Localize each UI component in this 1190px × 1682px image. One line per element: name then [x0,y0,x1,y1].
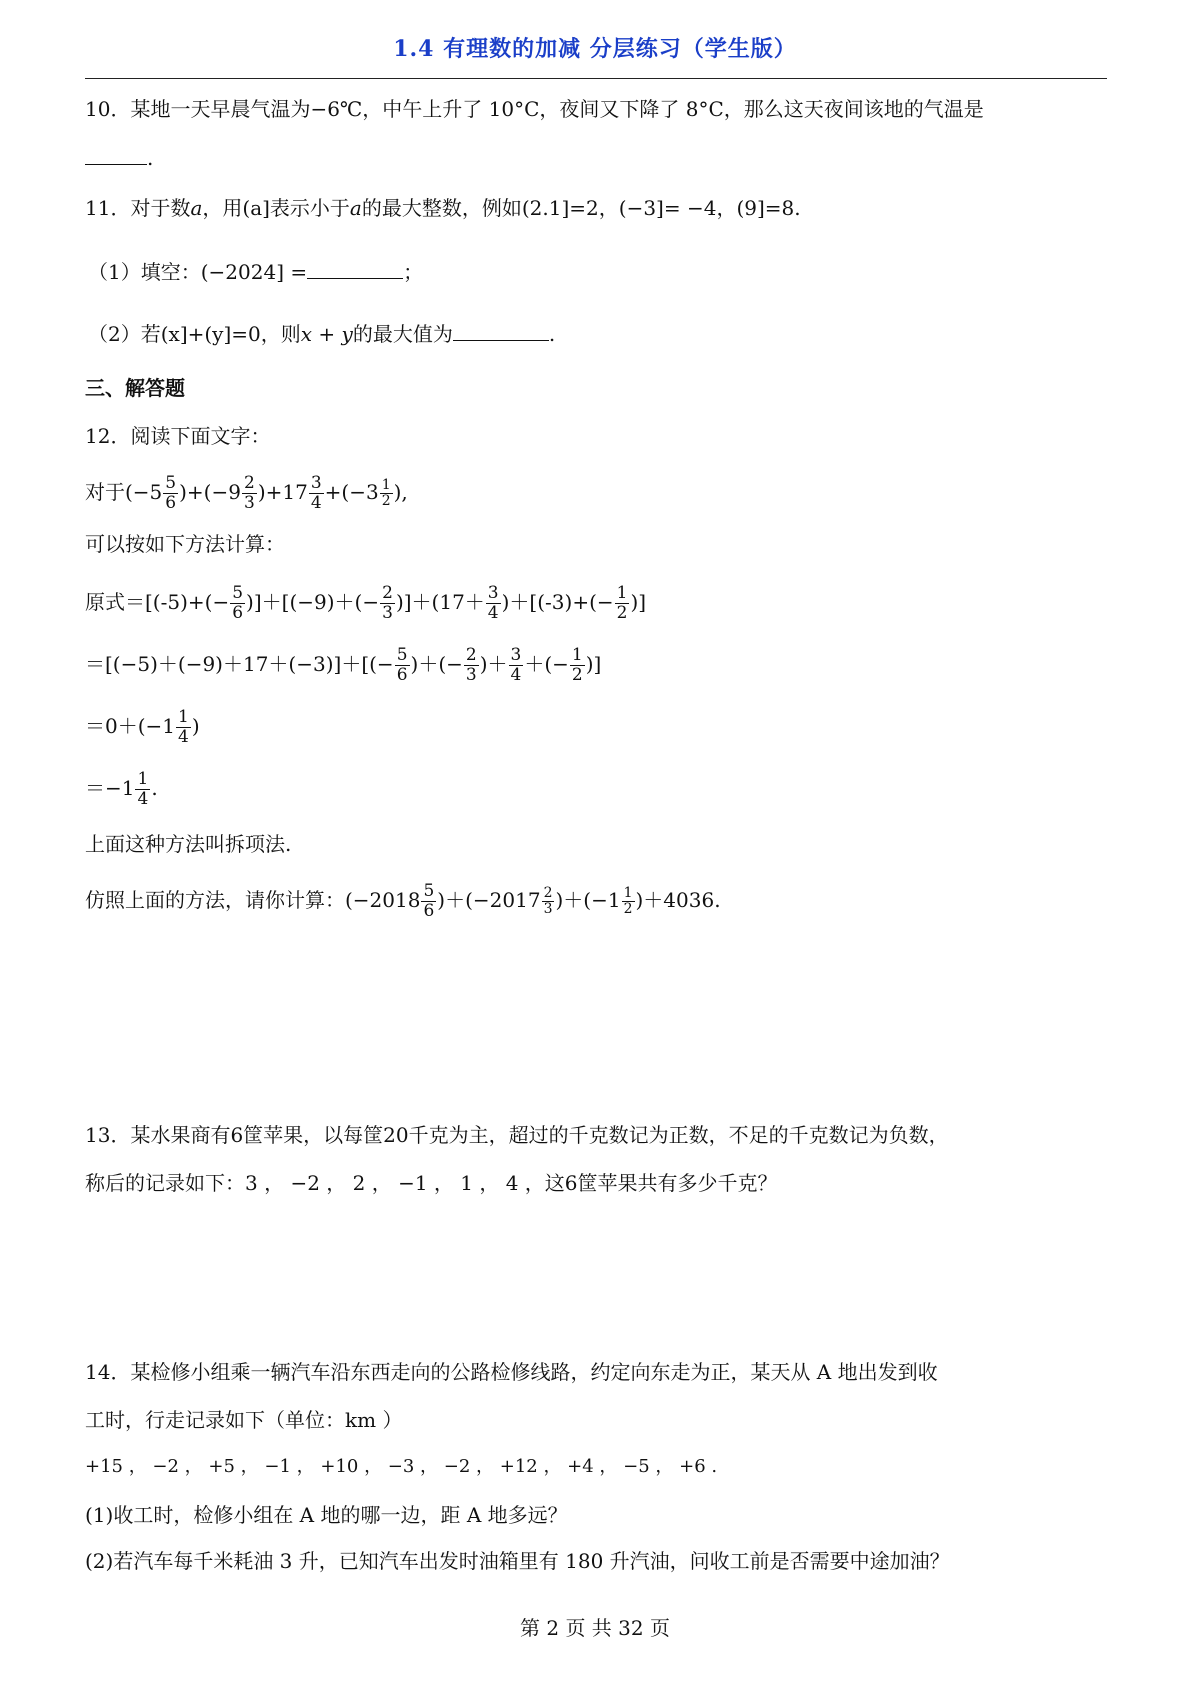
question-13-line-2: 称后的记录如下：3 ， −2 ， 2 ， −1 ， 1 ， 4 ，这6筐苹果共有多少千克？ [85,1171,778,1195]
question-13-line-1: 13．某水果商有6筐苹果，以每筐20千克为主，超过的千克数记为正数，不足的千克数记为负数， [85,1123,949,1147]
question-14-line-2: 工时，行走记录如下（单位：km ） [85,1408,403,1432]
question-12-task: 仿照上面的方法，请你计算：(−2018 $\frac{5}{6}$ )＋(−2017 $\frac{2}{3}$ )＋(−1 $\frac{1}{2}$ )＋4036. [85,881,721,921]
fraction: $\frac{2}{3}$ [243,473,255,513]
fraction: $\frac{1}{4}$ [137,769,149,809]
question-14-part-2: (2)若汽车每千米耗油 3 升，已知汽车出发时油箱里有 180 升汽油，问收工前是否需要中途加油？ [85,1549,950,1573]
page-number: 第 2 页 共 32 页 [520,1616,670,1640]
question-12-expression: 对于(−5 $\frac{5}{6}$ )+(−9 $\frac{2}{3}$ )+17 $\frac{3}{4}$ +(−3 $\frac{1}{2}$ ), [85,473,408,513]
fraction: $\frac{3}{4}$ [510,645,522,685]
fraction: $\frac{1}{2}$ [616,583,628,623]
section-heading: 三、解答题 [85,376,185,400]
fraction: $\frac{2}{3}$ [465,645,477,685]
fraction: $\frac{5}{6}$ [423,881,435,921]
answer-blank [307,256,403,279]
question-12-stem: 12．阅读下面文字： [85,424,271,448]
fraction: $\frac{2}{3}$ [382,583,393,623]
question-12-note: 上面这种方法叫拆项法. [85,832,292,856]
question-10-line-1: 10．某地一天早晨气温为−6℃，中午上升了 10°C，夜间又下降了 8°C，那么这天夜间该地的气温是 [85,97,984,121]
fraction: $\frac{3}{4}$ [310,473,322,513]
fraction: $\frac{1}{2}$ [381,477,391,509]
question-10-line-2: . [85,142,153,173]
question-11-part-1: （1）填空：(−2024] = ； [88,256,423,287]
question-14-records: +15 ， −2 ， +5 ， −1 ， +10 ， −3 ， −2 ， +12 ， +4 ， −5 ， +6 . [85,1456,718,1477]
solution-step-3: ＝0＋(−1 $\frac{1}{4}$ ) [85,707,200,747]
question-12-method: 可以按如下方法计算： [85,532,285,556]
fraction: $\frac{3}{4}$ [487,583,499,623]
question-14-part-1: (1)收工时，检修小组在 A 地的哪一边，距 A 地多远？ [85,1503,568,1527]
solution-step-2: ＝[(−5)＋(−9)＋17＋(−3)]＋[(− $\frac{5}{6}$ )＋(− $\frac{2}{3}$ )＋ $\frac{3}{4}$ ＋(− $\frac{1}{2}$ )] [85,645,602,685]
solution-step-4: ＝−1 $\frac{1}{4}$ . [85,769,158,809]
solution-step-1: 原式＝[(-5)+(− $\frac{5}{6}$ )]＋[(−9)＋(− $\frac{2}{3}$ )]＋(17＋ $\frac{3}{4}$ )＋[(-3)+(− $\frac{1}{2}$ )] [85,583,647,623]
fraction: $\frac{2}{3}$ [543,885,553,917]
question-14-line-1: 14．某检修小组乘一辆汽车沿东西走向的公路检修线路，约定向东走为正，某天从 A 地出发到收 [85,1360,938,1384]
answer-blank [85,142,147,165]
fraction: $\frac{1}{2}$ [571,645,583,685]
question-11-part-2: （2）若(x]+(y]=0，则x + y的最大值为 . [88,318,555,349]
fraction: $\frac{1}{2}$ [623,885,633,917]
answer-blank [453,318,549,341]
fraction: $\frac{1}{4}$ [178,707,189,747]
fraction: $\frac{5}{6}$ [396,645,408,685]
fraction: $\frac{5}{6}$ [232,583,244,623]
page-title: 1.4 有理数的加减 分层练习（学生版） [393,36,797,62]
header-divider [85,78,1107,79]
question-11-stem: 11．对于数a，用(a]表示小于a的最大整数，例如(2.1]=2，(−3]= −4，(9]=8. [85,196,801,220]
fraction: $\frac{5}{6}$ [165,473,177,513]
